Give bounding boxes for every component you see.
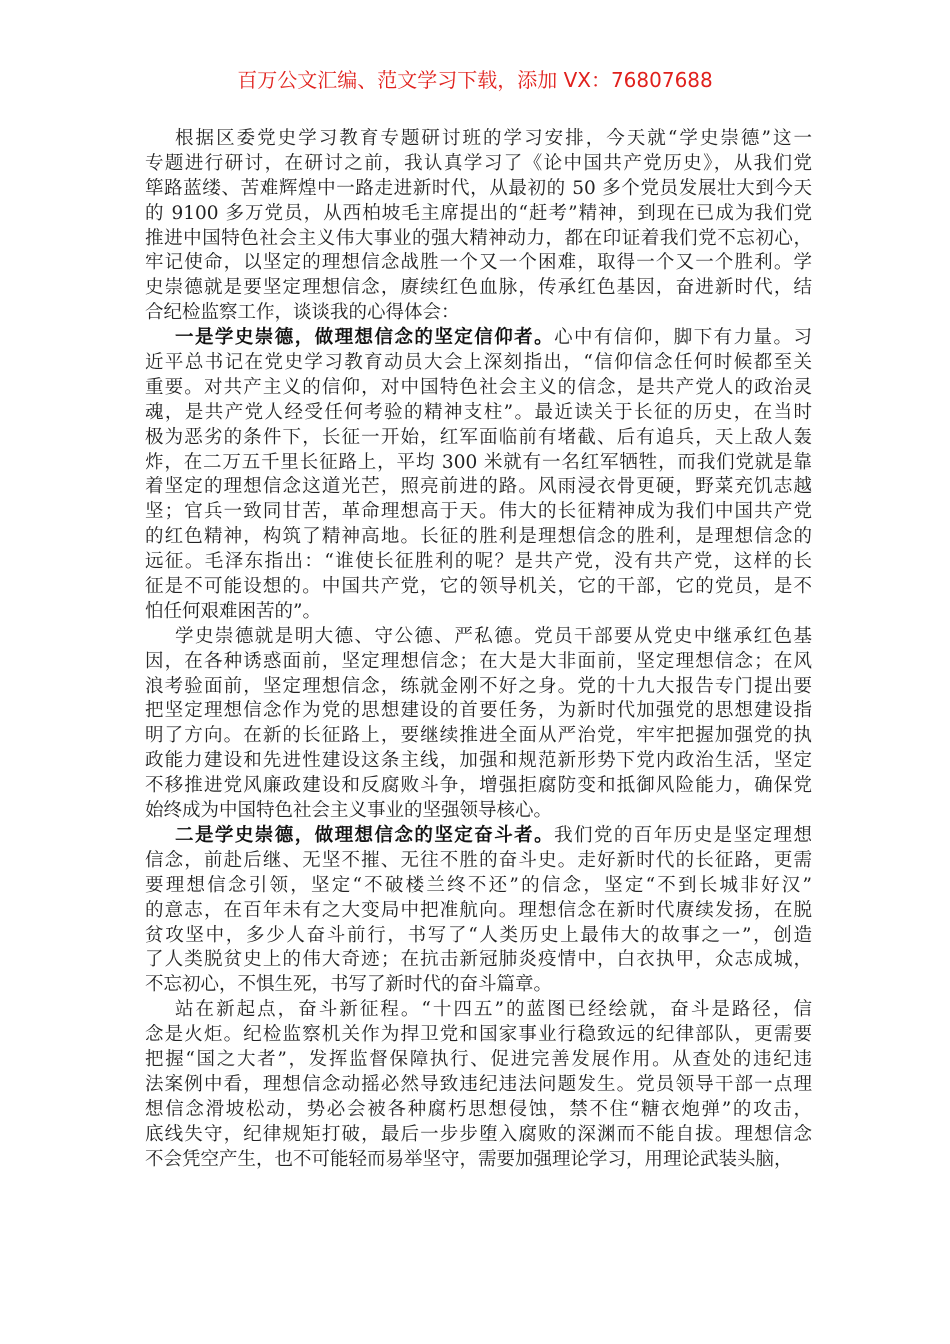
line-text: 学史崇德就是明大德、守公德、严私德。党员干部要从党史中继承红色基 [175, 625, 812, 647]
line-text: 信念，前赴后继、无坚不摧、无往不胜的奋斗史。走好新时代的长征路，更需 [145, 849, 812, 871]
line-text: 的 9100 多万党员，从西柏坡毛主席提出的“赶考”精神，到现在已成为我们党 [145, 202, 812, 224]
text-line [145, 998, 812, 1023]
paragraph [145, 824, 812, 998]
text-line [145, 550, 812, 575]
line-text: 重要。对共产主义的信仰，对中国特色社会主义的信念，是共产党人的政治灵 [145, 376, 812, 398]
line-text: 我们党的百年历史是坚定理想 [554, 824, 812, 846]
line-text: 史崇德就是要坚定理想信念，赓续红色血脉，传承红色基因，奋进新时代，结 [145, 277, 812, 299]
text-line [145, 475, 812, 500]
text-line [145, 276, 812, 301]
paragraph [145, 998, 812, 1172]
paragraph [145, 625, 812, 824]
text-line [145, 177, 812, 202]
text-line [145, 1098, 812, 1123]
text-line [145, 351, 812, 376]
text-line [145, 849, 812, 874]
text-line [145, 948, 812, 973]
paragraph [145, 326, 812, 625]
line-text: 牢记使命，以坚定的理想信念战胜一个又一个困难，取得一个又一个胜利。学 [145, 252, 812, 274]
line-text: 近平总书记在党史学习教育动员大会上深刻指出，“信仰信念任何时候都至关 [145, 352, 812, 374]
line-text: 着坚定的理想信念这道光芒，照亮前进的路。风雨浸衣骨更硬，野菜充饥志越 [145, 476, 812, 498]
text-line [145, 500, 812, 525]
line-text: 因，在各种诱惑面前，坚定理想信念；在大是大非面前，坚定理想信念；在风 [145, 650, 812, 672]
line-text: 的红色精神，构筑了精神高地。长征的胜利是理想信念的胜利，是理想信念的 [145, 526, 812, 548]
line-text: 贫攻坚中，多少人奋斗前行，书写了“人类历史上最伟大的故事之一”，创造 [145, 924, 812, 946]
text-line [145, 376, 812, 401]
line-text: 站在新起点，奋斗新征程。“十四五”的蓝图已经绘就，奋斗是路径，信 [175, 999, 812, 1021]
line-text: 底线失守，纪律规矩打破，最后一步步堕入腐败的深渊而不能自拔。理想信念 [145, 1123, 812, 1145]
text-line [145, 575, 812, 600]
text-line [145, 625, 812, 650]
line-text: 把坚定理想信念作为党的思想建设的首要任务，为新时代加强党的思想建设指 [145, 700, 812, 722]
text-line [145, 799, 812, 824]
text-line [145, 401, 812, 426]
text-line [145, 824, 812, 849]
text-line [145, 227, 812, 252]
line-text: 怕任何艰难困苦的”。 [145, 600, 321, 622]
line-text: 远征。毛泽东指出：“谁使长征胜利的呢？是共产党，没有共产党，这样的长 [145, 551, 812, 573]
document-body [145, 127, 812, 1172]
paragraph [145, 127, 812, 326]
line-text: 始终成为中国特色社会主义事业的坚强领导核心。 [145, 800, 553, 822]
line-text: 魂，是共产党人经受任何考验的精神支柱”。最近读关于长征的历史，在当时 [145, 401, 812, 423]
line-text: 把握“国之大者”，发挥监督保障执行、促进完善发展作用。从查处的违纪违 [145, 1048, 812, 1070]
line-text: 根据区委党史学习教育专题研讨班的学习安排，今天就“学史崇德”这一 [175, 128, 812, 149]
text-line [145, 426, 812, 451]
line-text: 明了方向。在新的长征路上，要继续推进全面从严治党，牢牢把握加强党的执 [145, 725, 812, 747]
section-heading: 一是学史崇德，做理想信念的坚定信仰者。 [175, 327, 555, 349]
line-text: 筚路蓝缕、苦难辉煌中一路走进新时代，从最初的 50 多个党员发展壮大到今天 [145, 177, 812, 199]
text-line [145, 650, 812, 675]
text-line [145, 899, 812, 924]
line-text: 念是火炬。纪检监察机关作为捍卫党和国家事业行稳致远的纪律部队，更需要 [145, 1024, 812, 1046]
text-line [145, 525, 812, 550]
text-line [145, 326, 812, 351]
download-banner: 百万公文汇编、范文学习下载，添加 VX：76807688 [237, 68, 713, 92]
text-line [145, 251, 812, 276]
text-line [145, 1073, 812, 1098]
text-line [145, 202, 812, 227]
line-text: 法案例中看，理想信念动摇必然导致违纪违法问题发生。党员领导干部一点理 [145, 1073, 812, 1095]
line-text: 合纪检监察工作，谈谈我的心得体会： [145, 302, 460, 324]
line-text: 要理想信念引领，坚定“不破楼兰终不还”的信念，坚定“不到长城非好汉” [145, 874, 812, 896]
line-text: 坚；官兵一致同甘苦，革命理想高于天。伟大的长征精神成为我们中国共产党 [145, 501, 812, 523]
line-text: 浪考验面前，坚定理想信念，练就金刚不好之身。党的十九大报告专门提出要 [145, 675, 812, 697]
line-text: 政能力建设和先进性建设这条主线，加强和规范新形势下党内政治生活，坚定 [145, 750, 812, 772]
line-text: 不会凭空产生，也不可能轻而易举坚守，需要加强理论学习，用理论武装头脑， [145, 1148, 793, 1170]
text-line [145, 1123, 812, 1148]
text-line [145, 301, 812, 326]
line-text: 征是不可能设想的。中国共产党，它的领导机关，它的干部，它的党员，是不 [145, 576, 812, 598]
line-text: 炸，在二万五千里长征路上，平均 300 米就有一名红军牺牲，而我们党就是靠 [145, 451, 812, 473]
line-text: 的意志，在百年未有之大变局中把准航向。理想信念在新时代赓续发扬，在脱 [145, 899, 812, 921]
line-text: 极为恶劣的条件下，长征一开始，红军面临前有堵截、后有追兵，天上敌人轰 [145, 426, 812, 448]
text-line [145, 451, 812, 476]
text-line [145, 924, 812, 949]
line-text: 了人类脱贫史上的伟大奇迹；在抗击新冠肺炎疫情中，白衣执甲，众志成城， [145, 949, 812, 971]
text-line [145, 1048, 812, 1073]
text-line [145, 874, 812, 899]
section-heading: 二是学史崇德，做理想信念的坚定奋斗者。 [175, 824, 555, 846]
text-line [145, 699, 812, 724]
text-line [145, 600, 812, 625]
text-line [145, 1148, 812, 1173]
text-line [145, 749, 812, 774]
line-text: 推进中国特色社会主义伟大事业的强大精神动力，都在印证着我们党不忘初心， [145, 227, 812, 249]
line-text: 想信念滑坡松动，势必会被各种腐朽思想侵蚀，禁不住“糖衣炮弹”的攻击， [145, 1098, 812, 1120]
line-text: 不移推进党风廉政建设和反腐败斗争，增强拒腐防变和抵御风险能力，确保党 [145, 775, 812, 797]
text-line [145, 724, 812, 749]
line-text: 专题进行研讨，在研讨之前，我认真学习了《论中国共产党历史》，从我们党 [145, 152, 812, 174]
text-line [145, 1023, 812, 1048]
text-line [145, 973, 812, 998]
text-line [145, 152, 812, 177]
text-line [145, 675, 812, 700]
line-text: 心中有信仰，脚下有力量。习 [554, 327, 812, 349]
line-text: 不忘初心，不惧生死，书写了新时代的奋斗篇章。 [145, 974, 553, 996]
text-line [145, 127, 812, 152]
text-line [145, 774, 812, 799]
